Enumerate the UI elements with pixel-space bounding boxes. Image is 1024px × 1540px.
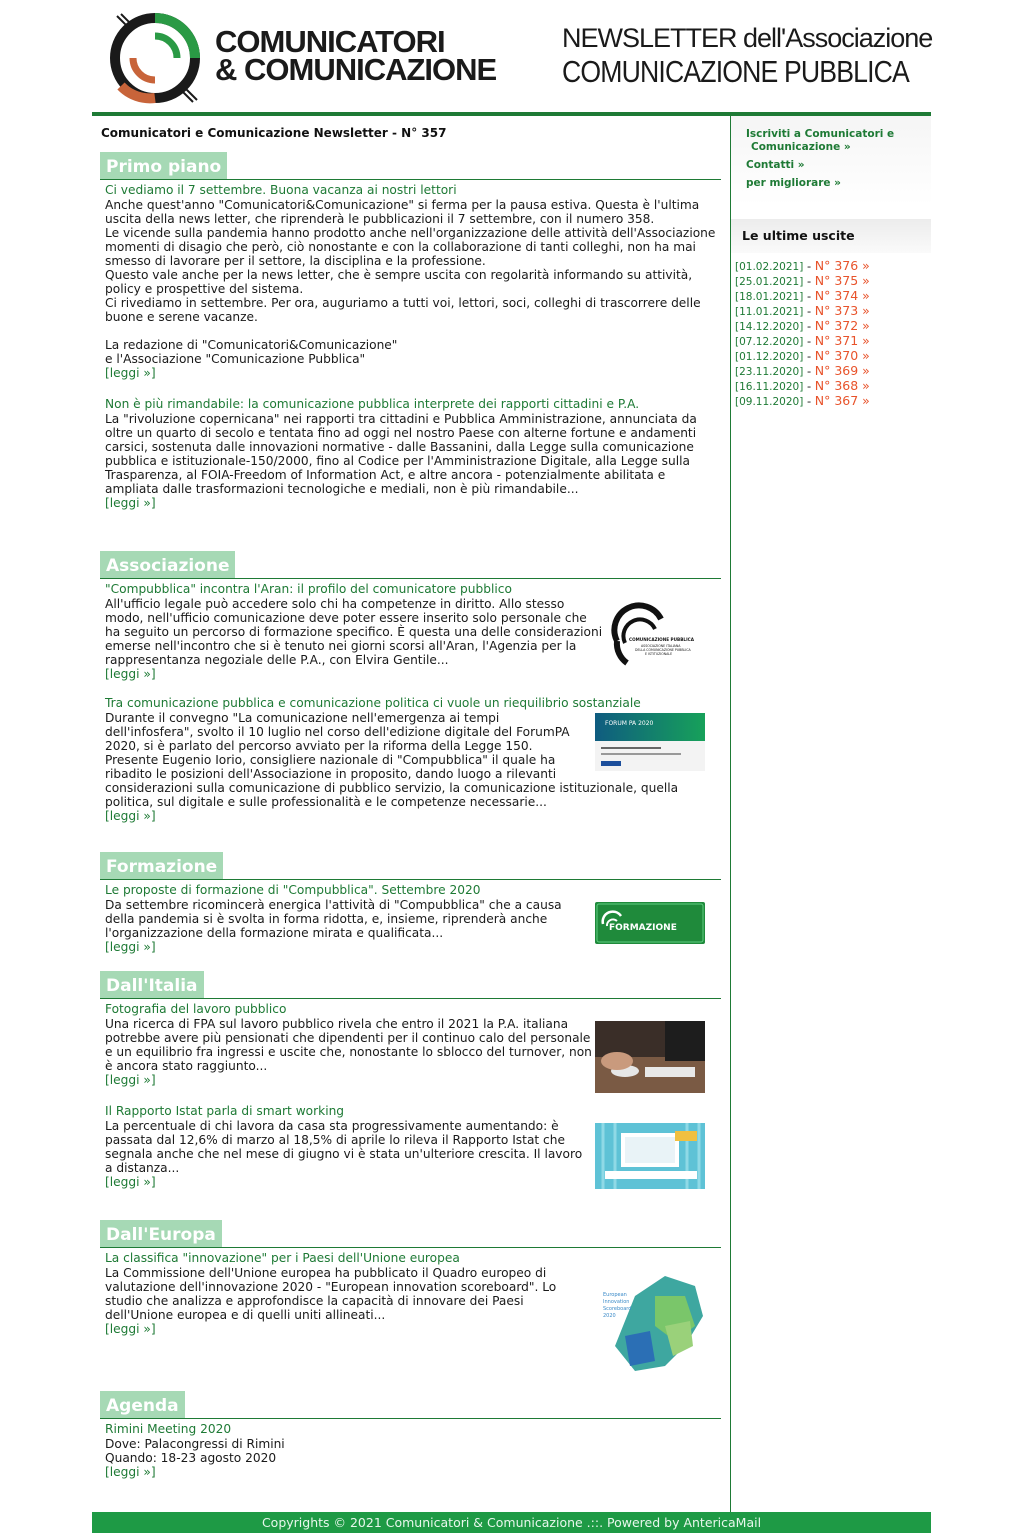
forum-label: FORUM PA 2020 [605,720,654,727]
article [105,1250,721,1336]
issue-link[interactable]: N° 370 » [814,348,870,363]
issue-date: [09.11.2020] [735,396,804,408]
newsletter-page [92,0,931,1540]
issue-date: [07.12.2020] [735,336,804,348]
issue-date: [18.01.2021] [735,291,804,303]
section-header [100,551,721,579]
article-title[interactable]: La classifica "innovazione" per i Paesi dell'Unione europea [105,1251,460,1265]
article-paragraph: Anche quest'anno "Comunicatori&Comunicazione" si ferma per la pausa estiva. Questa è l'ultima uscita della news letter, che riprenderà le pubblicazioni il 7 settembre, con il numero 358. [105,198,700,226]
badge-text: FORMAZIONE [609,923,677,933]
section-header [100,1220,721,1248]
newsletter-line-2: COMUNICAZIONE PUBBLICA [562,54,909,89]
issue-link[interactable]: N° 373 » [814,303,870,318]
section-header [100,1391,721,1419]
article [105,581,721,681]
issue-item[interactable]: [14.12.2020] - N° 372 » [735,318,870,333]
article-paragraph: e l'Associazione "Comunicazione Pubblica" [105,352,366,366]
article-paragraph: Questo vale anche per la news letter, che è sempre uscita con regolarità informando su attività, policy e prospettive del sistema. [105,268,693,296]
issue-item[interactable]: [09.11.2020] - N° 367 » [735,393,870,408]
logo-subline: DELLA COMUNICAZIONE PUBBLICA [635,648,691,652]
agenda-where: Dove: Palacongressi di Rimini [105,1437,285,1451]
issue-item[interactable]: [01.02.2021] - N° 376 » [735,258,870,273]
latest-issues-heading: Le ultime uscite [731,219,931,253]
article-body: La Commissione dell'Unione europea ha pubblicato il Quadro europeo di valutazione dell'innovazione 2020 - "European innovation scoreboard". Lo studio che analizza e approfondisce la capacità di innovare dei Paesi dell'Unione europea e di quelli uniti allineati... [105,1266,557,1322]
agenda-item [105,1421,721,1479]
issue-date: [23.11.2020] [735,366,804,378]
section-rule [100,879,721,880]
article-body: La "rivoluzione copernicana" nei rapporti tra cittadini e Pubblica Amministrazione, annunciata da oltre un quarto di secolo e tentata fino ad oggi nel nostro Paese con alterne fortune e andamenti carsici, sostenuta dalle innovazioni normative - dalle Bassanini, dalla Legge sulla comunicazione pubblica e istituzionale-150/2000, fino al Codice per l'Amministrazione Digitale, alla Legge sulla Trasparenza, al FOIA-Freedom of Information Act, e altre ancora - potenzialmente abilitata e ampliata dalle trasformazioni tecnologiche e mediali, non è più rimandabile... [105,412,697,496]
issue-date: [14.12.2020] [735,321,804,333]
improve-link[interactable]: per migliorare » [746,177,841,189]
read-more-link[interactable]: [leggi »] [105,366,156,380]
article-title[interactable]: Non è più rimandabile: la comunicazione pubblica interprete dei rapporti cittadini e P.A. [105,397,640,411]
issue-link[interactable]: N° 372 » [814,318,870,333]
section-header [100,152,721,180]
latest-issues-list [731,253,931,409]
formazione-badge-image [595,902,705,944]
section-dall-italia [100,971,721,1189]
article-title[interactable]: "Compubblica" incontra l'Aran: il profilo del comunicatore pubblico [105,582,512,596]
article-paragraph: La redazione di "Comunicatori&Comunicazione" [105,338,398,352]
article-title[interactable]: Fotografia del lavoro pubblico [105,1002,287,1016]
section-primo-piano [100,152,721,510]
section-rule [100,998,721,999]
read-more-link[interactable]: [leggi »] [105,496,156,510]
issue-item[interactable]: [07.12.2020] - N° 371 » [735,333,870,348]
read-more-link[interactable]: [leggi »] [105,667,156,681]
cover-text: 2020 [603,1313,616,1319]
issue-link[interactable]: N° 375 » [814,273,870,288]
article-body: Da settembre ricomincerà energica l'attività di "Compubblica" che a causa della pandemia si è svolta in forma ridotta, e, insieme, riprenderà anche l'organizzazione della formazione mirata e qualificata... [105,898,562,940]
article-title[interactable]: Ci vediamo il 7 settembre. Buona vacanza ai nostri lettori [105,183,457,197]
issue-link[interactable]: N° 368 » [814,378,870,393]
brand-title [215,24,497,87]
contacts-link[interactable]: Contatti » [746,159,805,171]
newsletter-heading [562,22,965,90]
article-text: Durante il convegno "La comunicazione nell'emergenza ai tempi dell'infosfera", svolto il 10 luglio nel corso dell'edizione digitale del ForumPA 2020, si è parlato del percorso avviato per la riforma della Legge 150. Presente Eugenio Iorio, consigliere nazionale di "Compubblica" il quale ha ribadito le posizioni dell'Associazione in proposito, dando luogo a rilevanti considerazioni sulla comunicazione di pubblico servizio, la comunicazione istituzionale, quella politica, sul digitale e sulle professionalità e le competenze necessarie... [105,711,679,809]
section-dall-europa [100,1220,721,1336]
section-label: Primo piano [100,152,227,180]
forum-pa-image [595,713,705,771]
section-header [100,852,721,880]
subscribe-link-continued[interactable]: Comunicazione » [751,141,851,153]
article-body: Una ricerca di FPA sul lavoro pubblico rivela che entro il 2021 la P.A. italiana potrebbe avere più pensionati che dipendenti per il continuo calo del personale e un equilibrio fra ingressi e uscite che, nonostante lo sblocco del turnover, non è ancora stato raggiunto... [105,1017,592,1073]
article [105,1103,721,1189]
issue-date: [16.11.2020] [735,381,804,393]
read-more-link[interactable]: [leggi »] [105,1073,156,1087]
office-work-image [595,1021,705,1093]
sidebar-links [731,116,931,205]
article [105,882,721,954]
issue-item[interactable]: [16.11.2020] - N° 368 » [735,378,870,393]
article-title[interactable]: Tra comunicazione pubblica e comunicazione politica ci vuole un riequilibrio sostanziale [105,696,641,710]
cover-text: European [603,1292,627,1298]
section-label: Agenda [100,1391,185,1419]
article-paragraph: Ci rivediamo in settembre. Per ora, auguriamo a tutti voi, lettori, soci, colleghi di trascorrere delle buone e serene vacanze. [105,296,701,324]
article-body: La percentuale di chi lavora da casa sta progressivamente aumentando: è passata dal 12,6% di marzo al 18,5% di aprile lo rileva il Rapporto Istat che segnala anche che nel mese di giugno vi è stata un'ulteriore crescita. Il lavoro a distanza... [105,1119,583,1175]
section-label: Associazione [100,551,235,579]
brand-line-2: & COMUNICAZIONE [215,52,497,87]
sidebar [731,116,931,409]
read-more-link[interactable]: [leggi »] [105,940,156,954]
section-label: Dall'Italia [100,971,204,999]
section-rule [100,578,721,579]
section-associazione [100,551,721,823]
issue-item[interactable]: [23.11.2020] - N° 369 » [735,363,870,378]
brand-line-1: COMUNICATORI [215,24,445,59]
article-body: All'ufficio legale può accedere solo chi ha competenze in diritto. Allo stesso modo, nell'ufficio comunicazione deve poter essere inserito solo personale che ha seguito un percorso di formazione specifico. È questa una delle considerazioni emerse nell'incontro che si è tenuto nei giorni scorsi all'Aran, l'Agenzia per la rappresentanza negoziale delle P.A., con Elvira Gentile... [105,597,603,667]
section-label: Dall'Europa [100,1220,222,1248]
issue-date: [01.12.2020] [735,351,804,363]
subscribe-link-text[interactable]: Iscriviti a Comunicatori e [746,128,895,140]
logo-icon [107,10,203,106]
section-formazione [100,852,721,954]
article [105,695,721,823]
cover-text: Innovation [603,1299,630,1305]
main-column [92,116,730,1512]
issue-item[interactable]: [25.01.2021] - N° 375 » [735,273,870,288]
logo-subline: E ISTITUZIONALE [645,652,673,656]
article [105,1001,721,1087]
read-more-link[interactable]: [leggi »] [105,1175,156,1189]
article-title[interactable]: Il Rapporto Istat parla di smart working [105,1104,345,1118]
issue-item[interactable]: [18.01.2021] - N° 374 » [735,288,870,303]
issue-item[interactable]: [11.01.2021] - N° 373 » [735,303,870,318]
header [92,0,931,112]
subscribe-link[interactable] [746,128,931,141]
logo-subline: ASSOCIAZIONE ITALIANA [641,644,681,648]
section-rule [100,179,721,180]
newsletter-line-1: NEWSLETTER dell'Associazione [562,23,933,53]
issue-date: [11.01.2021] [735,306,804,318]
smart-working-image [595,1123,705,1189]
article [105,396,721,510]
article [105,182,721,380]
article-paragraph: Le vicende sulla pandemia hanno prodotto anche nell'organizzazione delle attività dell'Associazione momenti di disagio che però, ciò nonostante e con la collaborazione di tanti colleghi, non ha mai smesso di lavorare per il settore, la disciplina e la professione. [105,226,716,268]
agenda-when: Quando: 18-23 agosto 2020 [105,1451,277,1465]
read-more-link[interactable]: [leggi »] [105,1465,156,1479]
issue-link[interactable]: N° 369 » [814,363,870,378]
issue-date: [25.01.2021] [735,276,804,288]
footer: Copyrights © 2021 Comunicatori & Comunicazione .::. Powered by AntericaMail [92,1512,931,1533]
innovation-scoreboard-cover-image [595,1266,705,1376]
section-agenda [100,1391,721,1479]
section-rule [100,1247,721,1248]
read-more-link[interactable]: [leggi »] [105,1322,156,1336]
section-header [100,971,721,999]
issue-item[interactable]: [01.12.2020] - N° 370 » [735,348,870,363]
issue-link[interactable]: N° 374 » [814,288,870,303]
read-more-link[interactable]: [leggi »] [105,809,156,823]
article-title[interactable]: Rimini Meeting 2020 [105,1422,232,1436]
section-label: Formazione [100,852,223,880]
issue-link[interactable]: N° 371 » [814,333,870,348]
compubblica-logo-image [595,601,705,671]
logo-caption: COMUNICAZIONE PUBBLICA [629,637,694,642]
newsletter-issue-title: Comunicatori e Comunicazione Newsletter - N° 357 [101,126,447,140]
cover-text: Scoreboard [603,1306,632,1312]
issue-date: [01.02.2021] [735,261,804,273]
article-body [105,198,721,366]
issue-link[interactable]: N° 376 » [814,258,870,273]
issue-link[interactable]: N° 367 » [814,393,870,408]
section-rule [100,1418,721,1419]
article-title[interactable]: Le proposte di formazione di "Compubblica". Settembre 2020 [105,883,481,897]
